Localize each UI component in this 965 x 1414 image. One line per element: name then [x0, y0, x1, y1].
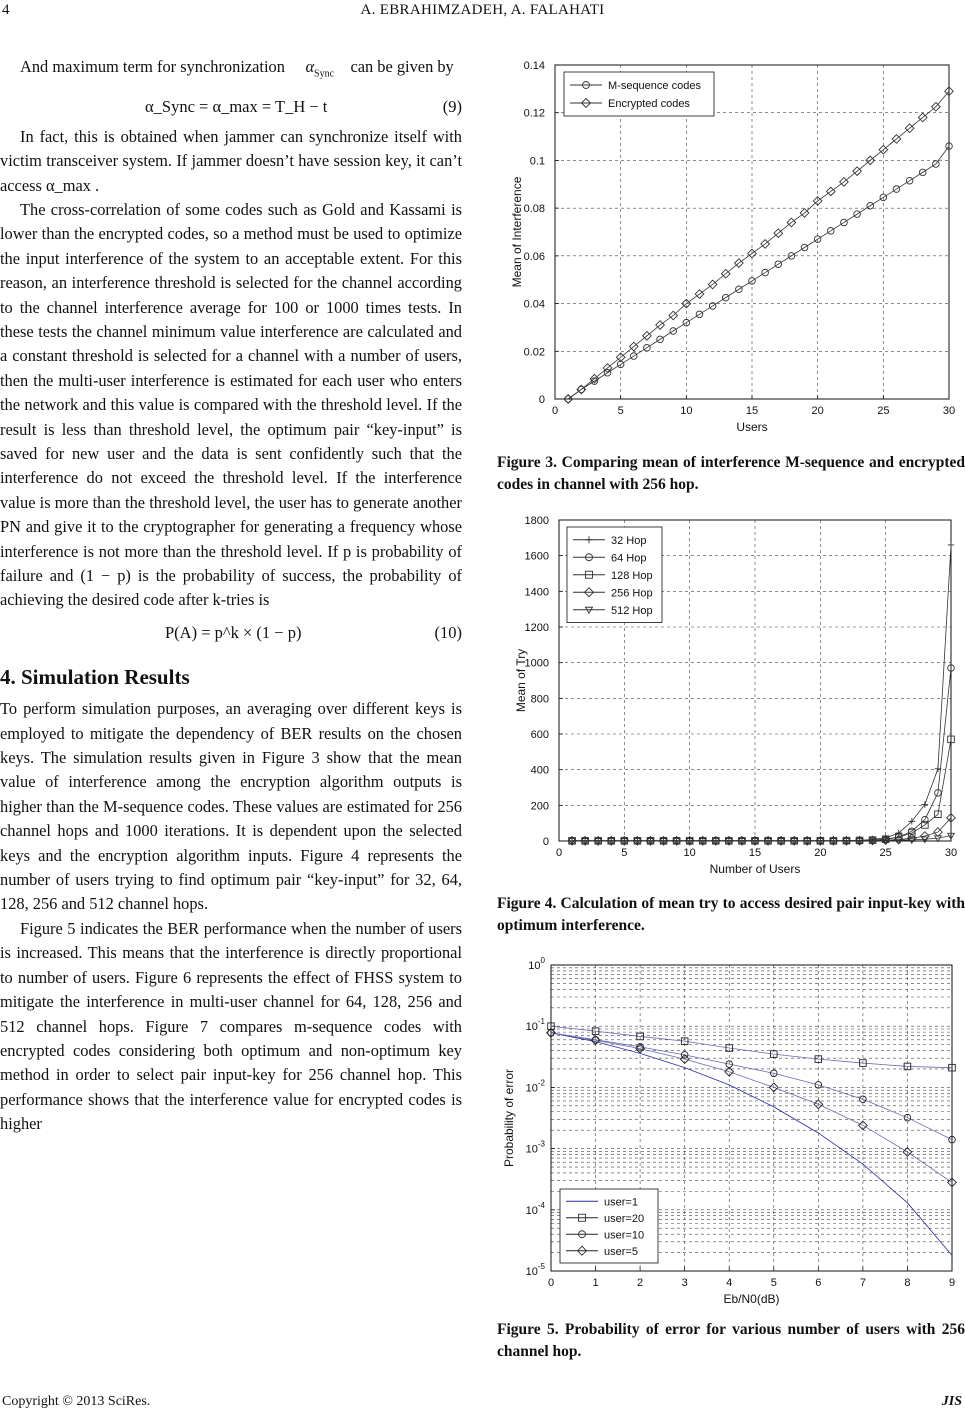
series-user-10 [548, 1030, 956, 1143]
paragraph-1-lead: And maximum term for synchronization [20, 57, 285, 76]
legend-label: 256 Hop [611, 587, 653, 600]
page-number: 4 [2, 2, 10, 18]
y-tick-label: $10^{-5}$ [525, 1262, 545, 1278]
y-axis-label: Probability of error [502, 1068, 516, 1168]
x-tick-label: 15 [748, 847, 762, 859]
figure-3-caption: Figure 3. Comparing mean of interference M-sequence and encrypted codes in channel with 256 hop. [497, 454, 965, 493]
y-tick-label: $10^0$ [528, 956, 545, 972]
x-tick-label: 2 [637, 1277, 644, 1289]
x-tick-label: 15 [745, 405, 759, 417]
x-tick-label: 25 [877, 405, 890, 417]
y-tick-label: $10^{-3}$ [525, 1139, 545, 1156]
x-tick-label: 20 [811, 405, 824, 417]
x-tick-label: 3 [681, 1277, 688, 1289]
legend [560, 1189, 658, 1263]
legend-label: user=10 [604, 1229, 645, 1242]
x-tick-label: 25 [879, 847, 892, 859]
series-line [572, 836, 951, 841]
figure-4-caption: Figure 4. Calculation of mean try to access desired pair input-key with optimum interference. [497, 895, 965, 934]
copyright-text: Copyright © 2013 SciRes. [2, 1394, 151, 1409]
x-tick-label: 5 [621, 847, 628, 859]
paragraph-5: Figure 5 indicates the BER performance when the number of users is increased. This means that the interference is directly proportional to number of users. Figure 6 represents the effect of FHSS system to mitigate the interference in multi-user channel for 64, 128, 256 and 512 channel hops. Figure 7 compares m-sequence codes with encrypted codes considering both optimum and non-optimum key method in order to select pair input-key for 256 channel hop. This performance shows that the interference value for encrypted codes is higher [0, 918, 462, 1134]
figure-4 [497, 508, 965, 937]
equation-10-number: (10) [434, 622, 462, 642]
y-tick-label: 0.08 [523, 203, 545, 216]
y-tick-label: 0.1 [529, 155, 545, 168]
y-tick-label: $10^{-2}$ [525, 1078, 545, 1095]
y-axis-label: Mean of Try [514, 648, 528, 713]
legend-label: Encrypted codes [608, 98, 690, 110]
y-tick-label: 0.02 [523, 346, 545, 359]
y-tick-label: 0.14 [523, 60, 545, 72]
x-tick-label: 0 [547, 1277, 555, 1289]
equation-10 [0, 613, 462, 651]
page-footer [2, 1394, 962, 1410]
figure-5-chart [497, 950, 965, 1310]
running-head: A. EBRAHIMZADEH, A. FALAHATI [360, 2, 605, 18]
y-axis-label: Mean of Interference [510, 176, 524, 288]
y-tick-label: $10^{-4}$ [525, 1200, 545, 1217]
series-line [568, 146, 949, 399]
paragraph-1: And maximum term for synchronization $\alpha_{Sync}$ can be given by [20, 57, 454, 80]
x-tick-label: 1 [592, 1277, 599, 1289]
y-tick-label: $10^{-1}$ [525, 1017, 545, 1034]
equation-9 [0, 87, 462, 125]
figure-5 [497, 950, 965, 1363]
paragraph-4: To perform simulation purposes, an averaging over different keys is employed to mitigate the dependency of BER results on the chosen keys. The simulation results given in Figure 3 show that the mean value of interference among the encryption algorithm outputs is higher than the M-sequence codes. These values are estimated for 256 channel hops and 1000 iterations. It is dependent upon the selected keys and the encryption algorithm inputs. Figure 4 represents the number of users trying to find optimum pair “key-input” for 32, 64, 128, 256 and 512 channel hops. [0, 699, 462, 914]
y-tick-label: 1000 [524, 657, 549, 670]
series-m-sequence-codes [565, 143, 952, 402]
journal-abbrev: JIS [941, 1394, 962, 1409]
x-tick-label: 4 [726, 1277, 733, 1289]
x-tick-label: 8 [904, 1277, 911, 1289]
left-column [0, 55, 462, 1137]
data-point [948, 542, 955, 549]
y-tick-label: 1800 [524, 515, 549, 527]
y-tick-label: 1400 [524, 586, 549, 599]
x-tick-label: 20 [814, 847, 827, 859]
x-tick-label: 10 [683, 847, 696, 859]
y-tick-label: 400 [530, 764, 549, 777]
equation-10-body: P(A) = p^k × (1 − p) [165, 622, 302, 642]
y-tick-label: 0.04 [523, 298, 545, 311]
x-axis-label: Number of Users [709, 862, 801, 876]
legend-label: user=20 [604, 1212, 645, 1225]
equation-9-number: (9) [442, 96, 462, 116]
y-tick-label: 200 [530, 800, 549, 813]
x-tick-label: 5 [770, 1277, 777, 1289]
series-user-5 [547, 1029, 957, 1187]
x-tick-label: 0 [555, 847, 563, 859]
x-tick-label: 6 [815, 1277, 822, 1289]
y-tick-label: 800 [530, 693, 549, 706]
figure-3-chart [497, 55, 965, 435]
x-tick-label: 30 [942, 405, 956, 417]
data-point [922, 801, 929, 808]
y-tick-label: 1200 [524, 622, 549, 634]
series-line [572, 818, 951, 841]
x-tick-label: 0 [551, 405, 559, 417]
figure-3 [497, 55, 965, 496]
legend-label: user=1 [604, 1196, 638, 1209]
legend-label: 128 Hop [611, 569, 653, 582]
series-line [572, 739, 951, 840]
x-tick-label: 9 [948, 1277, 956, 1289]
x-tick-label: 10 [680, 405, 693, 417]
series-128-hop [569, 736, 955, 844]
y-tick-label: 0.12 [523, 107, 545, 120]
x-axis-label: Users [736, 420, 768, 434]
series-line [551, 1033, 952, 1140]
y-tick-label: 0 [538, 394, 545, 406]
y-tick-label: 0.06 [523, 250, 545, 263]
x-tick-label: 30 [944, 847, 958, 859]
figure-4-chart [497, 508, 965, 878]
series-64-hop [569, 665, 955, 844]
paragraph-1-tail: can be given by [350, 57, 454, 76]
y-tick-label: 0 [542, 836, 549, 848]
legend-label: user=5 [604, 1245, 638, 1258]
series-line [551, 1033, 952, 1183]
figure-5-caption: Figure 5. Probability of error for various number of users with 256 channel hop. [497, 1321, 965, 1360]
x-tick-label: 5 [617, 405, 624, 417]
section-title: 4. Simulation Results [0, 664, 190, 689]
paragraph-3: The cross-correlation of some codes such as Gold and Kassami is lower than the encrypted codes, so a method must be used to optimize the input interference of the system to an acceptable extent. For this reason, an interference threshold is selected for the channel according to the channel interference average for 100 or 1000 times tests. In these tests the channel minimum value interference are calculated and a constant threshold is selected for a channel with a number of users, then the multi-user interference is estimated for each user who enters the network and this value is compared with the threshold level. If the result is less than threshold level, the optimum pair “key-input” is saved for new user and the data is sent confidently such that the interference do not exceed the threshold level. If the interference value is more than the threshold level, the user has to generate another PN and give it to the cryptographer for generating a frequency whose interference is not more than the threshold level. If p is probability of failure and (1 − p) is the probability of success, the probability of achieving the desired code after k-tries is [0, 199, 462, 610]
series-line [572, 668, 951, 841]
y-tick-label: 1600 [524, 550, 549, 563]
legend-label: 512 Hop [611, 604, 653, 617]
series-line [568, 91, 949, 399]
x-axis-label: Eb/N0(dB) [723, 1292, 780, 1306]
legend-label: M-sequence codes [608, 80, 701, 92]
legend [567, 527, 662, 623]
paragraph-2: In fact, this is obtained when jammer can synchronize itself with victim transceiver system. If jammer doesn’t have session key, it can’t access α_max . [0, 126, 462, 195]
page-header [0, 0, 965, 22]
legend-label: 64 Hop [611, 552, 647, 565]
series-encrypted-codes [564, 87, 953, 403]
legend-label: 32 Hop [611, 534, 647, 547]
equation-9-body: α_Sync = α_max = T_H − t [145, 96, 328, 116]
x-tick-label: 7 [859, 1277, 866, 1289]
series-user-20 [548, 1023, 956, 1071]
legend [564, 72, 714, 116]
y-tick-label: 600 [530, 729, 549, 741]
